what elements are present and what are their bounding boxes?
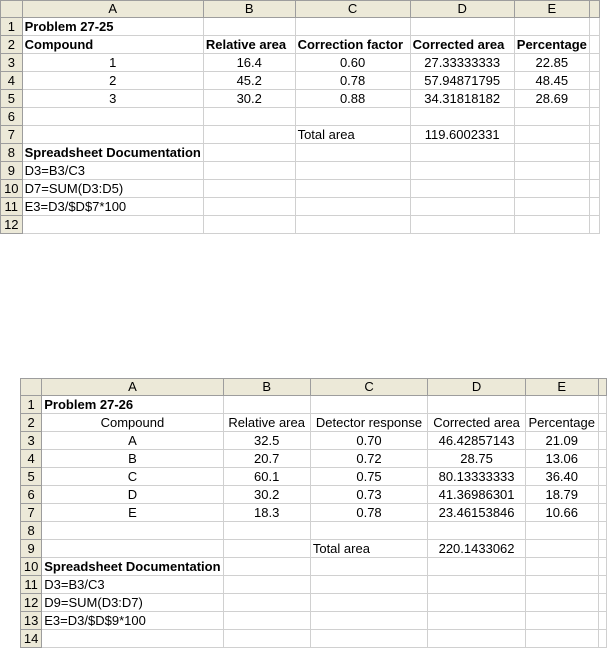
cell-e7[interactable]: 10.66 xyxy=(525,504,598,522)
cell-c7[interactable]: 0.78 xyxy=(310,504,427,522)
cell-b8[interactable] xyxy=(223,522,310,540)
row-header[interactable]: 2 xyxy=(1,36,23,54)
cell-c10[interactable] xyxy=(310,558,427,576)
cell-d5[interactable]: 80.13333333 xyxy=(428,468,526,486)
cell-e8[interactable] xyxy=(525,522,598,540)
cell-a4[interactable]: B xyxy=(42,450,223,468)
row-header[interactable]: 14 xyxy=(21,630,42,648)
cell-b12[interactable] xyxy=(223,594,310,612)
cell-c2[interactable]: Detector response xyxy=(310,414,427,432)
cell-next[interactable] xyxy=(589,36,599,54)
cell-c13[interactable] xyxy=(310,612,427,630)
cell-e12[interactable] xyxy=(525,594,598,612)
row-header[interactable]: 5 xyxy=(1,90,23,108)
table-row xyxy=(21,612,607,630)
cell-e11[interactable] xyxy=(525,576,598,594)
table-row xyxy=(1,36,600,54)
cell-b3[interactable]: 16.4 xyxy=(203,54,295,72)
cell-e9[interactable] xyxy=(514,162,589,180)
cell-d4[interactable]: 28.75 xyxy=(428,450,526,468)
cell-c1[interactable] xyxy=(310,396,427,414)
cell-a10[interactable]: D7=SUM(D3:D5) xyxy=(22,180,203,198)
table-row xyxy=(21,630,607,648)
select-all-corner[interactable] xyxy=(1,1,23,18)
cell-b3[interactable]: 32.5 xyxy=(223,432,310,450)
cell-d2[interactable]: Corrected area xyxy=(428,414,526,432)
grid-problem-27-25 xyxy=(0,0,600,234)
cell-a11[interactable]: D3=B3/C3 xyxy=(42,576,223,594)
spreadsheet-problem-27-25 xyxy=(0,0,600,250)
cell-e13[interactable] xyxy=(525,612,598,630)
table-row xyxy=(1,108,600,126)
cell-a1[interactable]: Problem 27-25 xyxy=(22,18,203,36)
column-header-row xyxy=(21,379,607,396)
cell-d3[interactable]: 27.33333333 xyxy=(410,54,514,72)
row-header[interactable]: 8 xyxy=(21,522,42,540)
cell-c1[interactable] xyxy=(295,18,410,36)
cell-d14[interactable] xyxy=(428,630,526,648)
cell-a8[interactable]: Spreadsheet Documentation xyxy=(22,144,203,162)
cell-c3[interactable]: 0.70 xyxy=(310,432,427,450)
cell-b12[interactable] xyxy=(203,216,295,234)
cell-c6[interactable] xyxy=(295,108,410,126)
grid-problem-27-26 xyxy=(20,378,607,648)
cell-d13[interactable] xyxy=(428,612,526,630)
column-header-a[interactable]: A xyxy=(22,1,203,18)
row-header[interactable]: 2 xyxy=(21,414,42,432)
cell-d2[interactable]: Corrected area xyxy=(410,36,514,54)
cell-d5[interactable]: 34.31818182 xyxy=(410,90,514,108)
cell-next[interactable] xyxy=(598,504,606,522)
table-row xyxy=(21,504,607,522)
table-row xyxy=(1,216,600,234)
column-header-c[interactable]: C xyxy=(295,1,410,18)
cell-c6[interactable]: 0.73 xyxy=(310,486,427,504)
cell-e3[interactable]: 21.09 xyxy=(525,432,598,450)
cell-b1[interactable] xyxy=(203,18,295,36)
cell-a12[interactable] xyxy=(22,216,203,234)
cell-a13[interactable]: E3=D3/$D$9*100 xyxy=(42,612,223,630)
row-header[interactable]: 6 xyxy=(1,108,23,126)
column-header-c[interactable]: C xyxy=(310,379,427,396)
cell-b13[interactable] xyxy=(223,612,310,630)
cell-next[interactable] xyxy=(598,594,606,612)
row-header[interactable]: 11 xyxy=(1,198,23,216)
column-header-b[interactable]: B xyxy=(223,379,310,396)
row-header[interactable]: 7 xyxy=(21,504,42,522)
cell-e14[interactable] xyxy=(525,630,598,648)
cell-d1[interactable] xyxy=(410,18,514,36)
cell-next[interactable] xyxy=(598,432,606,450)
table-row xyxy=(21,486,607,504)
cell-a10[interactable]: Spreadsheet Documentation xyxy=(42,558,223,576)
cell-a2[interactable]: Compound xyxy=(22,36,203,54)
table-row xyxy=(1,72,600,90)
cell-next[interactable] xyxy=(598,522,606,540)
cell-b7[interactable]: 18.3 xyxy=(223,504,310,522)
cell-e10[interactable] xyxy=(514,180,589,198)
cell-next[interactable] xyxy=(598,540,606,558)
cell-e6[interactable]: 18.79 xyxy=(525,486,598,504)
cell-a1[interactable]: Problem 27-26 xyxy=(42,396,223,414)
row-header[interactable]: 11 xyxy=(21,576,42,594)
cell-next[interactable] xyxy=(598,486,606,504)
table-row xyxy=(1,126,600,144)
row-header[interactable]: 10 xyxy=(21,558,42,576)
table-row xyxy=(21,396,607,414)
cell-next[interactable] xyxy=(589,72,599,90)
table-row xyxy=(21,432,607,450)
cell-next[interactable] xyxy=(598,558,606,576)
column-header-next[interactable] xyxy=(589,1,599,18)
cell-d4[interactable]: 57.94871795 xyxy=(410,72,514,90)
cell-next[interactable] xyxy=(598,396,606,414)
cell-e11[interactable] xyxy=(514,198,589,216)
row-header[interactable]: 10 xyxy=(1,180,23,198)
table-row xyxy=(21,414,607,432)
cell-e5[interactable]: 36.40 xyxy=(525,468,598,486)
cell-d11[interactable] xyxy=(428,576,526,594)
cell-b8[interactable] xyxy=(203,144,295,162)
cell-b4[interactable]: 45.2 xyxy=(203,72,295,90)
cell-next[interactable] xyxy=(598,468,606,486)
cell-a11[interactable]: E3=D3/$D$7*100 xyxy=(22,198,203,216)
cell-next[interactable] xyxy=(598,576,606,594)
cell-e1[interactable] xyxy=(525,396,598,414)
column-header-e[interactable]: E xyxy=(525,379,598,396)
cell-d9[interactable]: 220.1433062 xyxy=(428,540,526,558)
table-row xyxy=(21,558,607,576)
column-header-d[interactable]: D xyxy=(410,1,514,18)
row-header[interactable]: 1 xyxy=(1,18,23,36)
table-row xyxy=(1,18,600,36)
row-header[interactable]: 13 xyxy=(21,612,42,630)
select-all-corner[interactable] xyxy=(21,379,42,396)
row-header[interactable]: 5 xyxy=(21,468,42,486)
column-header-d[interactable]: D xyxy=(428,379,526,396)
table-row xyxy=(1,90,600,108)
row-header[interactable]: 1 xyxy=(21,396,42,414)
cell-c14[interactable] xyxy=(310,630,427,648)
cell-a6[interactable] xyxy=(22,108,203,126)
cell-b9[interactable] xyxy=(223,540,310,558)
cell-e4[interactable]: 48.45 xyxy=(514,72,589,90)
cell-c11[interactable] xyxy=(295,198,410,216)
cell-a5[interactable]: C xyxy=(42,468,223,486)
cell-d7[interactable]: 23.46153846 xyxy=(428,504,526,522)
cell-a4[interactable]: 2 xyxy=(22,72,203,90)
cell-b11[interactable] xyxy=(223,576,310,594)
cell-d8[interactable] xyxy=(410,144,514,162)
cell-next[interactable] xyxy=(589,216,599,234)
table-row xyxy=(21,450,607,468)
cell-c5[interactable]: 0.75 xyxy=(310,468,427,486)
cell-next[interactable] xyxy=(598,414,606,432)
cell-a5[interactable]: 3 xyxy=(22,90,203,108)
cell-d8[interactable] xyxy=(428,522,526,540)
cell-e9[interactable] xyxy=(525,540,598,558)
cell-b2[interactable]: Relative area xyxy=(223,414,310,432)
cell-d7[interactable]: 119.6002331 xyxy=(410,126,514,144)
cell-b10[interactable] xyxy=(203,180,295,198)
table-row xyxy=(21,576,607,594)
cell-a12[interactable]: D9=SUM(D3:D7) xyxy=(42,594,223,612)
cell-c12[interactable] xyxy=(310,594,427,612)
cell-a9[interactable] xyxy=(42,540,223,558)
cell-e6[interactable] xyxy=(514,108,589,126)
cell-e12[interactable] xyxy=(514,216,589,234)
cell-c4[interactable]: 0.78 xyxy=(295,72,410,90)
cell-c5[interactable]: 0.88 xyxy=(295,90,410,108)
row-header[interactable]: 9 xyxy=(1,162,23,180)
cell-e10[interactable] xyxy=(525,558,598,576)
cell-next[interactable] xyxy=(589,126,599,144)
cell-a2[interactable]: Compound xyxy=(42,414,223,432)
cell-d9[interactable] xyxy=(410,162,514,180)
cell-c7[interactable]: Total area xyxy=(295,126,410,144)
column-header-next[interactable] xyxy=(598,379,606,396)
table-row xyxy=(21,540,607,558)
cell-b4[interactable]: 20.7 xyxy=(223,450,310,468)
cell-a8[interactable] xyxy=(42,522,223,540)
cell-b5[interactable]: 60.1 xyxy=(223,468,310,486)
table-row xyxy=(21,594,607,612)
cell-d10[interactable] xyxy=(428,558,526,576)
cell-d6[interactable] xyxy=(410,108,514,126)
cell-next[interactable] xyxy=(598,612,606,630)
table-row xyxy=(1,54,600,72)
cell-a7[interactable] xyxy=(22,126,203,144)
cell-next[interactable] xyxy=(598,630,606,648)
cell-a3[interactable]: A xyxy=(42,432,223,450)
row-header[interactable]: 4 xyxy=(21,450,42,468)
cell-next[interactable] xyxy=(589,198,599,216)
cell-next[interactable] xyxy=(589,144,599,162)
table-row xyxy=(1,162,600,180)
table-row xyxy=(1,198,600,216)
cell-d1[interactable] xyxy=(428,396,526,414)
cell-c12[interactable] xyxy=(295,216,410,234)
cell-c4[interactable]: 0.72 xyxy=(310,450,427,468)
row-header[interactable]: 3 xyxy=(1,54,23,72)
cell-a14[interactable] xyxy=(42,630,223,648)
cell-a3[interactable]: 1 xyxy=(22,54,203,72)
cell-e4[interactable]: 13.06 xyxy=(525,450,598,468)
cell-e1[interactable] xyxy=(514,18,589,36)
cell-next[interactable] xyxy=(589,18,599,36)
row-header[interactable]: 7 xyxy=(1,126,23,144)
cell-a9[interactable]: D3=B3/C3 xyxy=(22,162,203,180)
cell-e8[interactable] xyxy=(514,144,589,162)
cell-c2[interactable]: Correction factor xyxy=(295,36,410,54)
row-header[interactable]: 3 xyxy=(21,432,42,450)
cell-a6[interactable]: D xyxy=(42,486,223,504)
cell-d11[interactable] xyxy=(410,198,514,216)
cell-e2[interactable]: Percentage xyxy=(525,414,598,432)
cell-c3[interactable]: 0.60 xyxy=(295,54,410,72)
cell-c9[interactable]: Total area xyxy=(310,540,427,558)
cell-d10[interactable] xyxy=(410,180,514,198)
table-row xyxy=(1,144,600,162)
cell-b9[interactable] xyxy=(203,162,295,180)
cell-b14[interactable] xyxy=(223,630,310,648)
cell-d3[interactable]: 46.42857143 xyxy=(428,432,526,450)
column-header-b[interactable]: B xyxy=(203,1,295,18)
cell-a7[interactable]: E xyxy=(42,504,223,522)
cell-c8[interactable] xyxy=(295,144,410,162)
cell-d12[interactable] xyxy=(410,216,514,234)
cell-e3[interactable]: 22.85 xyxy=(514,54,589,72)
column-header-e[interactable]: E xyxy=(514,1,589,18)
cell-b6[interactable] xyxy=(203,108,295,126)
cell-b2[interactable]: Relative area xyxy=(203,36,295,54)
cell-b10[interactable] xyxy=(223,558,310,576)
cell-c8[interactable] xyxy=(310,522,427,540)
cell-b6[interactable]: 30.2 xyxy=(223,486,310,504)
row-header[interactable]: 6 xyxy=(21,486,42,504)
cell-c10[interactable] xyxy=(295,180,410,198)
row-header[interactable]: 8 xyxy=(1,144,23,162)
cell-e5[interactable]: 28.69 xyxy=(514,90,589,108)
row-header[interactable]: 12 xyxy=(1,216,23,234)
column-header-row xyxy=(1,1,600,18)
cell-next[interactable] xyxy=(589,90,599,108)
row-header[interactable]: 12 xyxy=(21,594,42,612)
cell-next[interactable] xyxy=(589,162,599,180)
table-row xyxy=(21,522,607,540)
cell-next[interactable] xyxy=(589,54,599,72)
column-header-a[interactable]: A xyxy=(42,379,223,396)
cell-b11[interactable] xyxy=(203,198,295,216)
cell-c11[interactable] xyxy=(310,576,427,594)
table-row xyxy=(1,180,600,198)
cell-c9[interactable] xyxy=(295,162,410,180)
row-header[interactable]: 9 xyxy=(21,540,42,558)
cell-next[interactable] xyxy=(589,180,599,198)
spreadsheet-problem-27-26 xyxy=(20,378,607,669)
cell-next[interactable] xyxy=(598,450,606,468)
table-row xyxy=(21,468,607,486)
cell-b1[interactable] xyxy=(223,396,310,414)
cell-next[interactable] xyxy=(589,108,599,126)
cell-b5[interactable]: 30.2 xyxy=(203,90,295,108)
cell-e7[interactable] xyxy=(514,126,589,144)
row-header[interactable]: 4 xyxy=(1,72,23,90)
cell-d12[interactable] xyxy=(428,594,526,612)
cell-d6[interactable]: 41.36986301 xyxy=(428,486,526,504)
cell-e2[interactable]: Percentage xyxy=(514,36,589,54)
cell-b7[interactable] xyxy=(203,126,295,144)
